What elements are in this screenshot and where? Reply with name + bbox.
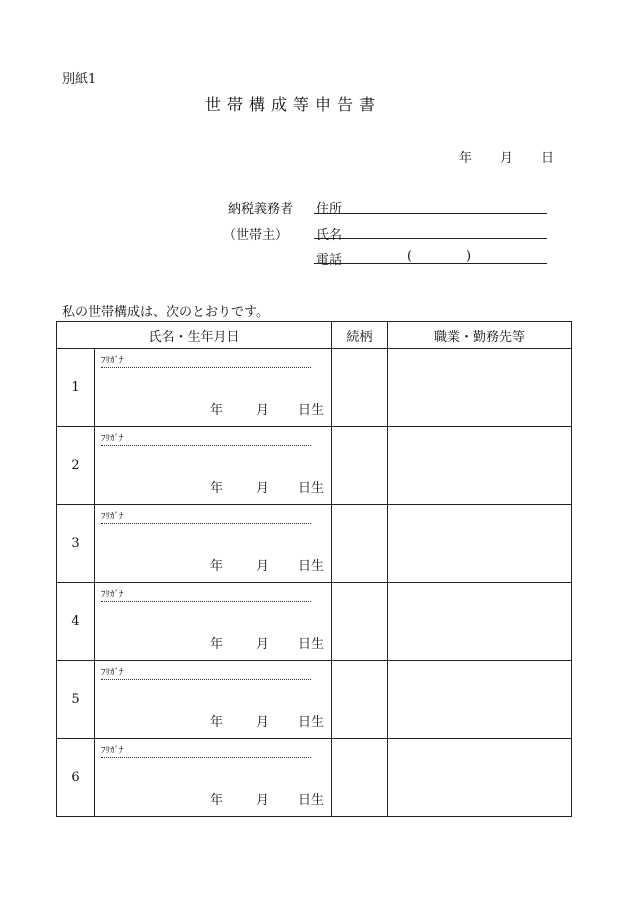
header-relationship: 続柄 [332, 322, 388, 349]
taxpayer-label: 納税義務者 [228, 202, 294, 217]
table-row [57, 583, 572, 661]
name-birthdate-cell[interactable] [95, 349, 332, 427]
householder-label: （世帯主） [223, 228, 289, 243]
occupation-cell[interactable] [388, 505, 572, 583]
furigana-label: ﾌﾘｶﾞﾅ [101, 509, 311, 524]
household-table [56, 321, 572, 817]
name-birthdate-cell[interactable] [95, 505, 332, 583]
name-birthdate-cell[interactable] [95, 739, 332, 817]
birth-month-label: 月 [256, 403, 270, 418]
name-birthdate-cell[interactable] [95, 583, 332, 661]
date-month-label: 月 [500, 151, 514, 166]
name-birthdate-cell[interactable] [95, 427, 332, 505]
table-row [57, 505, 572, 583]
row-number: 5 [57, 661, 95, 739]
birthdate-line [210, 399, 324, 418]
birth-day-label: 日生 [298, 637, 325, 652]
birth-month-label: 月 [256, 715, 270, 730]
header-name-birthdate: 氏名・生年月日 [57, 322, 332, 349]
birth-year-label: 年 [210, 403, 224, 418]
row-number: 4 [57, 583, 95, 661]
birthdate-line [210, 477, 324, 496]
table-row [57, 661, 572, 739]
birth-month-label: 月 [256, 559, 270, 574]
table-row [57, 349, 572, 427]
address-label: 住所 [316, 202, 343, 217]
relationship-cell[interactable] [332, 349, 388, 427]
birth-day-label: 日生 [298, 559, 325, 574]
occupation-cell[interactable] [388, 583, 572, 661]
attachment-label: 別紙1 [62, 72, 97, 87]
birth-day-label: 日生 [298, 403, 325, 418]
phone-paren-close: ) [466, 249, 472, 264]
occupation-cell[interactable] [388, 349, 572, 427]
birthdate-line [210, 789, 324, 808]
page-title: 世帯構成等申告書 [205, 95, 382, 114]
birth-year-label: 年 [210, 715, 224, 730]
occupation-cell[interactable] [388, 739, 572, 817]
relationship-cell[interactable] [332, 583, 388, 661]
row-number: 6 [57, 739, 95, 817]
phone-paren-open: ( [407, 249, 413, 264]
birthdate-line [210, 711, 324, 730]
birth-day-label: 日生 [298, 715, 325, 730]
row-number: 3 [57, 505, 95, 583]
occupation-cell[interactable] [388, 661, 572, 739]
furigana-label: ﾌﾘｶﾞﾅ [101, 665, 311, 680]
furigana-label: ﾌﾘｶﾞﾅ [101, 431, 311, 446]
birth-year-label: 年 [210, 481, 224, 496]
relationship-cell[interactable] [332, 427, 388, 505]
furigana-label: ﾌﾘｶﾞﾅ [101, 743, 311, 758]
furigana-label: ﾌﾘｶﾞﾅ [101, 353, 311, 368]
name-birthdate-cell[interactable] [95, 661, 332, 739]
address-line[interactable] [314, 213, 547, 214]
date-year-label: 年 [459, 151, 473, 166]
birth-day-label: 日生 [298, 793, 325, 808]
birth-year-label: 年 [210, 793, 224, 808]
name-label: 氏名 [316, 228, 343, 243]
birthdate-line [210, 555, 324, 574]
furigana-label: ﾌﾘｶﾞﾅ [101, 587, 311, 602]
row-number: 2 [57, 427, 95, 505]
relationship-cell[interactable] [332, 661, 388, 739]
birth-month-label: 月 [256, 637, 270, 652]
birthdate-line [210, 633, 324, 652]
table-header-row [57, 322, 572, 349]
name-line[interactable] [314, 238, 547, 239]
birth-month-label: 月 [256, 481, 270, 496]
row-number: 1 [57, 349, 95, 427]
birth-year-label: 年 [210, 637, 224, 652]
date-day-label: 日 [541, 151, 555, 166]
relationship-cell[interactable] [332, 739, 388, 817]
birth-year-label: 年 [210, 559, 224, 574]
table-row [57, 427, 572, 505]
header-occupation: 職業・勤務先等 [388, 322, 572, 349]
occupation-cell[interactable] [388, 427, 572, 505]
table-row [57, 739, 572, 817]
relationship-cell[interactable] [332, 505, 388, 583]
phone-label: 電話 [316, 253, 343, 268]
phone-line[interactable] [314, 263, 547, 264]
birth-day-label: 日生 [298, 481, 325, 496]
birth-month-label: 月 [256, 793, 270, 808]
intro-text: 私の世帯構成は、次のとおりです。 [62, 305, 269, 320]
